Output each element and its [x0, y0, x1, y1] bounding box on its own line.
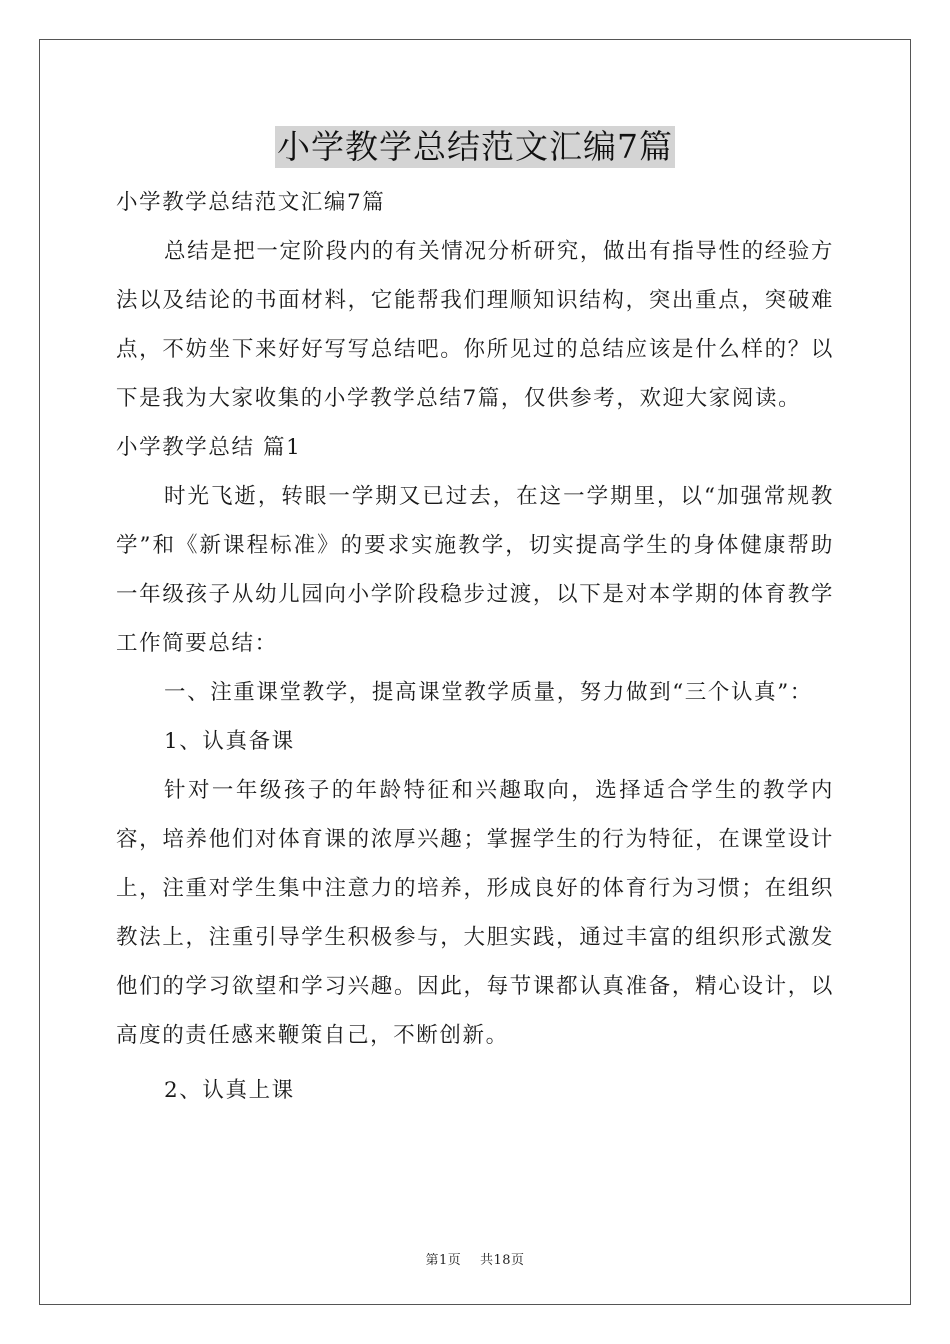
- point-heading: 一、注重课堂教学，提高课堂教学质量，努力做到“三个认真”：: [164, 680, 813, 705]
- subsection-paragraph-1: 针对一年级孩子的年龄特征和兴趣取向，选择适合学生的教学内容，培养他们对体育课的浓厚兴趣；掌握学生的行为特征，在课堂设计上，注重对学生集中注意力的培养，形成良好的体育行为习惯；在组织教法上，注重引导学生积极参与，大胆实践，通过丰富的组织形式激发他们的学习欲望和学习兴趣。因此，每节课都认真准备，精心设计，以高度的责任感来鞭策自己，不断创新。: [116, 778, 834, 1048]
- document-subtitle: 小学教学总结范文汇编7篇: [116, 190, 386, 215]
- page-footer: [0, 1249, 950, 1268]
- title-container: [0, 126, 950, 168]
- section-paragraph: 时光飞逝，转眼一学期又已过去，在这一学期里，以“加强常规教学”和《新课程标准》的要求实施教学，切实提高学生的身体健康帮助一年级孩子从幼儿园向小学阶段稳步过渡，以下是对本学期的体育教学工作简要总结：: [116, 484, 834, 656]
- section-heading: 小学教学总结 篇1: [116, 435, 302, 460]
- page-number: 第1页: [425, 1253, 462, 1268]
- document-title: 小学教学总结范文汇编7篇: [277, 127, 673, 166]
- subsection-heading-1: 1、认真备课: [164, 729, 295, 754]
- document-body: [116, 178, 834, 1115]
- subsection-heading-2: 2、认真上课: [164, 1078, 295, 1103]
- intro-paragraph: 总结是把一定阶段内的有关情况分析研究，做出有指导性的经验方法以及结论的书面材料，它能帮我们理顺知识结构，突出重点，突破难点，不妨坐下来好好写写总结吧。你所见过的总结应该是什么样的？以下是我为大家收集的小学教学总结7篇，仅供参考，欢迎大家阅读。: [116, 239, 834, 411]
- page-total: 共18页: [479, 1253, 525, 1268]
